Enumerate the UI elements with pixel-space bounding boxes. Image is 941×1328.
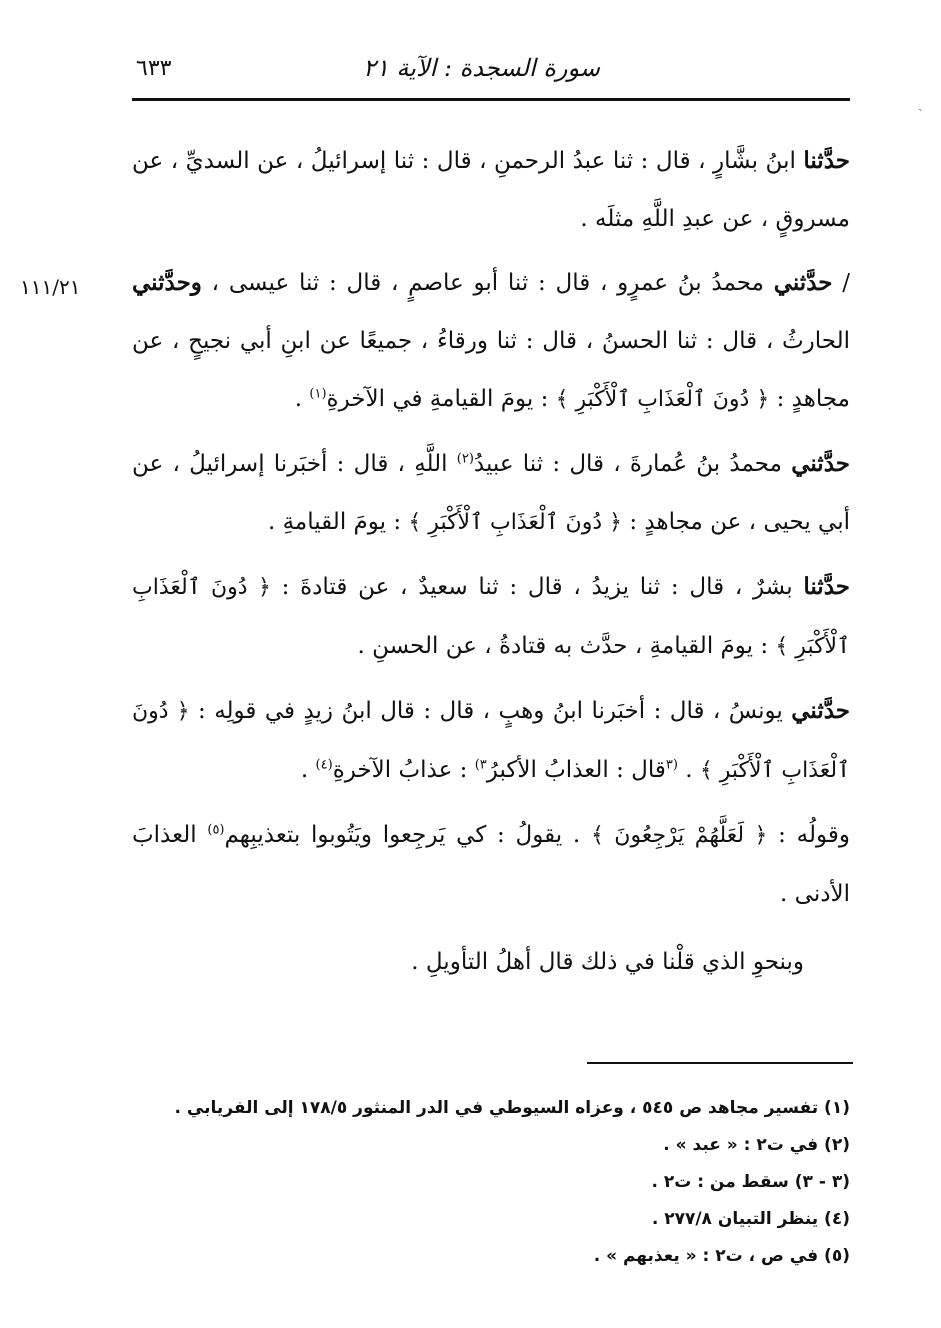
paragraph-text-3: العذابَ الأدنى . bbox=[132, 822, 850, 907]
paragraph-5 bbox=[132, 682, 850, 800]
paragraph-text: محمدُ بنُ عُمارةَ ، قال : ثنا عبيدُ bbox=[473, 451, 792, 477]
quran-quote: ﴿ دُونَ ٱلْعَذَابِ ٱلْأَكْبَرِ ﴾ bbox=[132, 699, 850, 783]
margin-mark: ˎ bbox=[918, 96, 923, 112]
page-header bbox=[130, 48, 850, 98]
paragraph-text: ابنُ بشَّارٍ ، قال : ثنا عبدُ الرحمنِ ، قال : ثنا إسرائيلُ ، عن السديِّ ، عن مسروقٍ ، عن عبدِ اللَّهِ مثلَه . bbox=[132, 148, 850, 232]
paragraph-text-4: : عذابُ الآخرةِ bbox=[332, 757, 475, 783]
footnote-ref: (١) bbox=[309, 386, 327, 402]
paragraph-text: بشرٌ ، قال : ثنا يزيدُ ، قال : ثنا سعيدٌ ، عن قتادةَ : bbox=[270, 574, 804, 600]
paragraph-3 bbox=[132, 435, 850, 552]
paragraph-end: . bbox=[300, 757, 316, 783]
footnote-4: (٤) ينظر التبيان ٢٧٧/٨ . bbox=[651, 1209, 850, 1229]
narration-lead: حدَّثني bbox=[773, 269, 833, 296]
footnote-ref-close: ٣) bbox=[474, 757, 487, 773]
paragraph-text-3: : يومَ القيامةِ في الآخرةِ bbox=[326, 386, 556, 412]
slash-mark: / bbox=[832, 270, 850, 296]
quran-quote: ﴿ دُونَ ٱلْعَذَابِ ٱلْأَكْبَرِ ﴾ bbox=[555, 387, 770, 412]
header-rule bbox=[132, 98, 850, 101]
paragraph-text-2: . bbox=[677, 757, 700, 783]
volume-page-marker: ١١١/٢١ bbox=[20, 275, 81, 299]
quran-quote: ﴿ دُونَ ٱلْعَذَابِ ٱلْأَكْبَرِ ﴾ bbox=[408, 510, 623, 535]
narration-lead: حدَّثني bbox=[791, 697, 851, 724]
footnote-ref: (٣ bbox=[665, 757, 678, 773]
narration-lead: حدَّثنا bbox=[803, 147, 850, 174]
footnote-2: (٢) في ت٢ : « عبد » . bbox=[663, 1135, 850, 1155]
quran-quote: ﴿ دُونَ ٱلْعَذَابِ ٱلْأَكْبَرِ ﴾ bbox=[132, 575, 850, 659]
paragraph-end: . bbox=[294, 386, 310, 412]
footnote-3: (٣ - ٣) سقط من : ت٢ . bbox=[651, 1172, 850, 1192]
paragraph-text-3: : يومَ القيامةِ ، حدَّث به قتادةُ ، عن الحسنِ . bbox=[357, 633, 776, 659]
paragraph-text-2: الحارثُ ، قال : ثنا الحسنُ ، قال : ثنا ورقاءُ ، جميعًا عن ابنِ أبي نجيحٍ ، عن مجاهدٍ : bbox=[132, 328, 850, 412]
footnote-ref: (٥) bbox=[207, 822, 225, 838]
paragraph-text: وقولُه : bbox=[767, 822, 851, 848]
paragraph-2 bbox=[20, 254, 850, 429]
running-title: سورة السجدة : الآية ٢١ bbox=[362, 54, 600, 82]
paragraph-text: محمدُ بنُ عمرٍو ، قال : ثنا أبو عاصمٍ ، قال : ثنا عيسى ، bbox=[201, 270, 774, 296]
paragraph-text: يونسُ ، قال : أخبَرنا ابنُ وهبٍ ، قال : قال ابنُ زيدٍ في قولِه : bbox=[189, 698, 792, 724]
narration-lead: حدَّثني bbox=[791, 450, 850, 477]
paragraph-1 bbox=[132, 132, 850, 248]
paragraph-text-2: اللَّهِ ، قال : أخبَرنا إسرائيلُ ، عن أبي يحيى ، عن مجاهدٍ : bbox=[132, 451, 850, 535]
footnote-ref: (٢) bbox=[456, 451, 474, 467]
footnotes bbox=[132, 1090, 850, 1275]
paragraph-7 bbox=[132, 933, 850, 991]
footnote-ref-4: (٤) bbox=[315, 757, 333, 773]
quran-quote: ﴿ لَعَلَّهُمْ يَرْجِعُونَ ﴾ bbox=[590, 823, 768, 848]
footnote-rule bbox=[587, 1062, 853, 1064]
page-number: ٦٣٣ bbox=[136, 56, 172, 81]
paragraph-4 bbox=[132, 558, 850, 676]
paragraph-text-3: : يومَ القيامةِ . bbox=[267, 509, 409, 535]
paragraph-text-2: . يقولُ : كي يَرجِعوا ويَتُوبوا بتعذيبِهم bbox=[224, 822, 591, 848]
paragraph-6 bbox=[132, 806, 850, 923]
narration-lead-2: وحدَّثني bbox=[132, 269, 202, 296]
paragraph-text-3: قال : العذابُ الأكبرُ bbox=[486, 757, 666, 783]
narration-lead: حدَّثنا bbox=[803, 573, 850, 600]
paragraph-text: وبنحوِ الذي قلْنا في ذلك قال أهلُ التأويلِ . bbox=[411, 949, 804, 975]
footnote-5: (٥) في ص ، ت٢ : « يعذبهم » . bbox=[593, 1246, 850, 1266]
footnote-1: (١) تفسير مجاهد ص ٥٤٥ ، وعزاه السيوطي في الدر المنثور ١٧٨/٥ إلى الفريابي . bbox=[174, 1098, 850, 1118]
main-text bbox=[20, 132, 851, 997]
